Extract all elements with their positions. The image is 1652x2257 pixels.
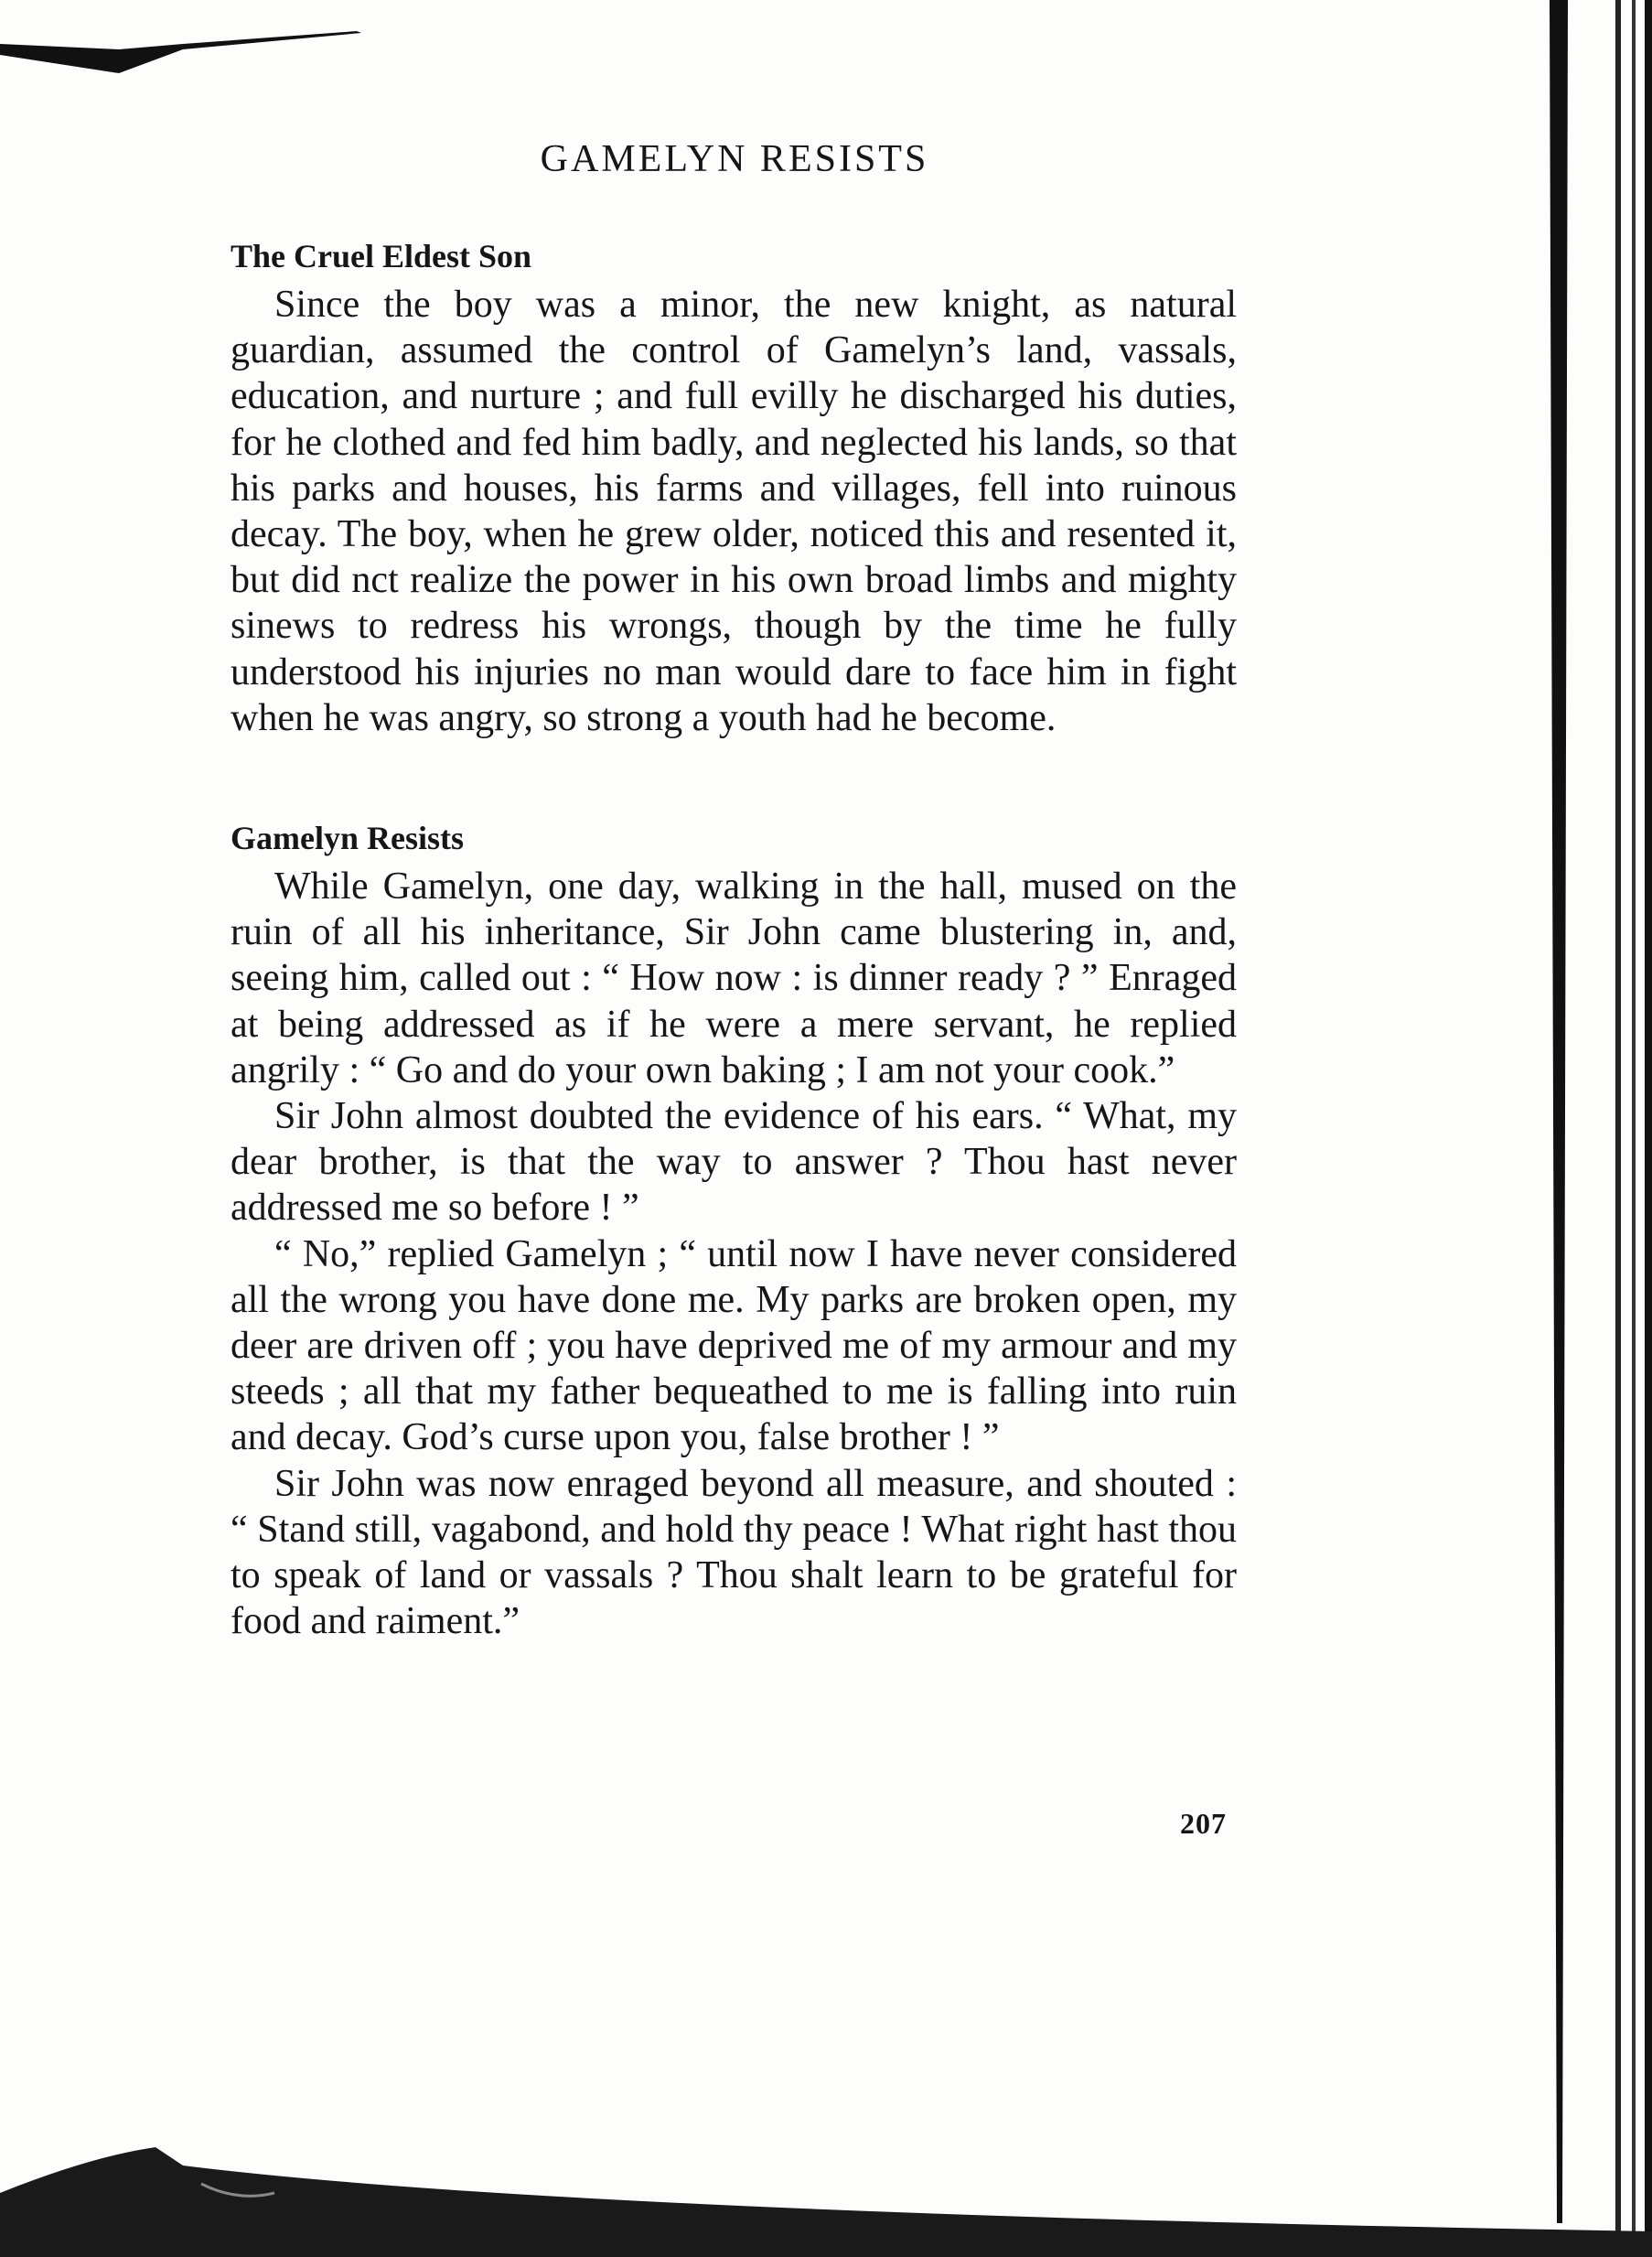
body-text bbox=[231, 231, 1237, 1644]
paragraph: Sir John was now enraged beyond all measure, and shouted : “ Stand still, vagabond, and hold thy peace ! What right hast thou to speak of land or vassals ? Thou shalt learn to be grateful for food and raiment.” bbox=[231, 1462, 1237, 1643]
section-heading: The Cruel Eldest Son bbox=[231, 238, 532, 274]
paragraph: “ No,” replied Gamelyn ; “ until now I have never considered all the wrong you have done me. My parks are broken open, my deer are driven off ; you have deprived me of my armour and my steeds ; all that my father bequeathed to me is falling into ruin and decay. God’s curse upon you, false brother ! ” bbox=[231, 1232, 1237, 1459]
running-head bbox=[0, 137, 1652, 181]
section-heading: Gamelyn Resists bbox=[231, 820, 464, 857]
running-head-text: GAMELYN RESISTS bbox=[540, 138, 929, 180]
paragraph: Sir John almost doubted the evidence of his ears. “ What, my dear brother, is that the way to answer ? Thou hast never addressed me so before ! ” bbox=[231, 1095, 1237, 1230]
page-number: 207 bbox=[1180, 1807, 1227, 1840]
scan-smudge-bottom bbox=[0, 2129, 1652, 2257]
paragraph: Since the boy was a minor, the new knight, as natural guardian, assumed the control of Gamelyn’s land, vassals, education, and nurture ; and full evilly he discharged his duties, for he clothed and fed him badly, and neglected his lands, so that his parks and houses, his farms and villages, fell into ruinous decay. The boy, when he grew older, noticed this and resented it, but did nct realize the power in his own broad limbs and mighty sinews to redress his wrongs, though by the time he fully understood his injuries no man would dare to face him in fight when he was angry, so strong a youth had he become. bbox=[231, 284, 1237, 739]
book-spine-edge bbox=[1533, 0, 1652, 2257]
paragraph: While Gamelyn, one day, walking in the hall, mused on the ruin of all his inheritance, Sir John came blustering in, and, seeing him, called out : “ How now : is dinner ready ? ” Enraged at being addressed as if he were a mere servant, he replied angrily : “ Go and do your own baking ; I am not your cook.” bbox=[231, 865, 1237, 1091]
scan-smudge-top bbox=[0, 18, 366, 73]
